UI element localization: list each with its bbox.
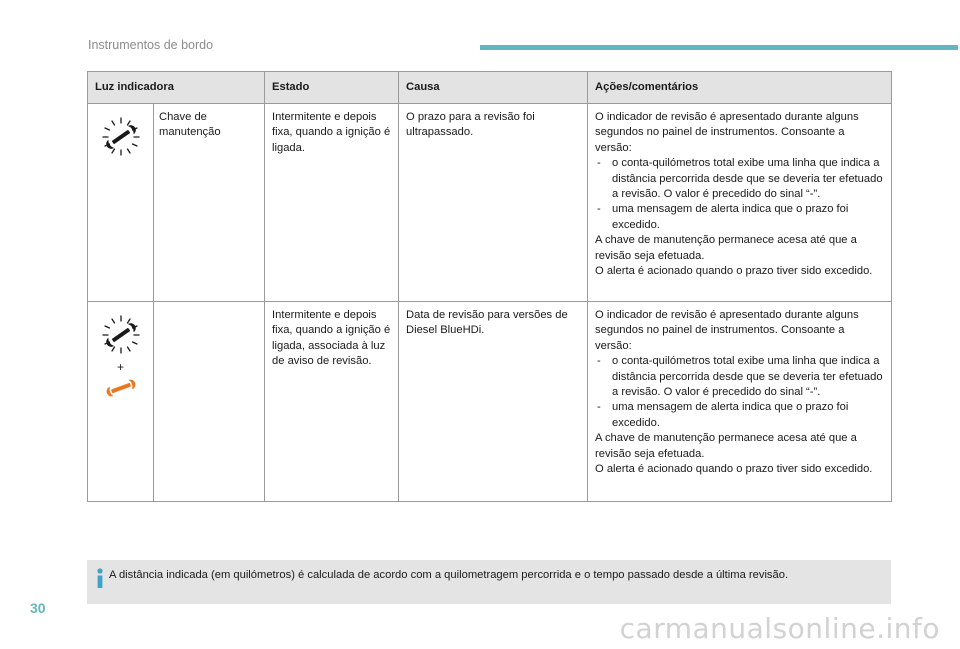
table-row <box>88 104 892 302</box>
list-item: - uma mensagem de alerta indica que o prazo foi excedido. <box>595 400 884 431</box>
acoes-intro: O indicador de revisão é apresentado durante alguns segundos no painel de instrumentos. Consoante a versão: <box>595 111 859 154</box>
acoes-cell <box>588 104 892 302</box>
causa-cell: Data de revisão para versões de Diesel BlueHDi. <box>399 302 588 502</box>
icon-cell <box>88 104 154 302</box>
causa-cell: O prazo para a revisão foi ultrapassado. <box>399 104 588 302</box>
acoes-list <box>595 156 884 233</box>
acoes-intro: O indicador de revisão é apresentado durante alguns segundos no painel de instrumentos. Consoante a versão: <box>595 309 859 352</box>
wrench-orange-icon <box>88 379 153 397</box>
acoes-line: O alerta é acionado quando o prazo tiver sido excedido. <box>595 265 873 278</box>
icon-cell <box>88 302 154 502</box>
table-header-row <box>88 72 892 104</box>
acoes-line: O alerta é acionado quando o prazo tiver sido excedido. <box>595 463 873 476</box>
wrench-service-warning-icon <box>88 314 153 354</box>
estado-cell: Intermitente e depois fixa, quando a ignição é ligada. <box>265 104 399 302</box>
acoes-line: A chave de manutenção permanece acesa até que a revisão seja efetuada. <box>595 234 857 262</box>
list-item: - uma mensagem de alerta indica que o prazo foi excedido. <box>595 202 884 233</box>
light-name <box>154 302 265 502</box>
col-header-estado: Estado <box>265 72 399 104</box>
header-accent-bar <box>480 45 958 50</box>
table-row <box>88 302 892 502</box>
section-title: Instrumentos de bordo <box>88 38 214 52</box>
acoes-list <box>595 354 884 431</box>
estado-cell: Intermitente e depois fixa, quando a ignição é ligada, associada à luz de aviso de revisão. <box>265 302 399 502</box>
watermark: carmanualsonline.info <box>619 612 940 645</box>
plus-sign: + <box>116 360 124 374</box>
list-item: - o conta-quilómetros total exibe uma linha que indica a distância percorrida desde que se deveria ter efetuado a revisão. O valor é precedido do sinal “-”. <box>595 156 884 202</box>
page-number: 30 <box>30 600 46 616</box>
list-item: - o conta-quilómetros total exibe uma linha que indica a distância percorrida desde que se deveria ter efetuado a revisão. O valor é precedido do sinal “-”. <box>595 354 884 400</box>
col-header-acoes: Ações/comentários <box>588 72 892 104</box>
wrench-service-warning-icon <box>88 116 153 156</box>
acoes-line: A chave de manutenção permanece acesa até que a revisão seja efetuada. <box>595 432 857 460</box>
light-name: Chave de manutenção <box>154 104 265 302</box>
col-header-luz: Luz indicadora <box>88 72 265 104</box>
warning-lights-table <box>87 71 892 502</box>
info-note-text: A distância indicada (em quilómetros) é calculada de acordo com a quilometragem percorrida e o tempo passado desde a última revisão. <box>109 569 789 581</box>
col-header-causa: Causa <box>399 72 588 104</box>
info-note <box>87 560 891 604</box>
info-icon <box>96 568 104 593</box>
acoes-cell <box>588 302 892 502</box>
